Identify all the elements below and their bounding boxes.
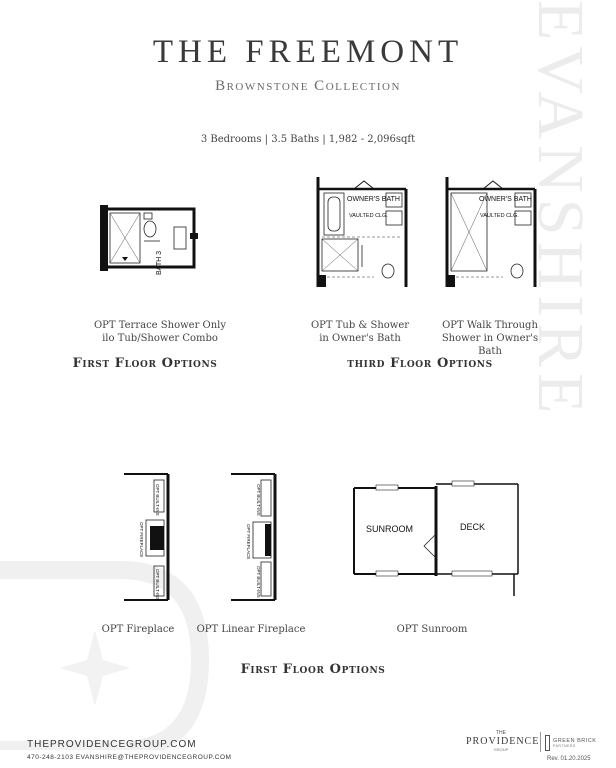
brand-group: GROUP xyxy=(493,747,509,752)
tub-caption-line1: OPT Tub & Shower xyxy=(310,320,410,331)
linear-fireplace-label: OPT FIREPLACE xyxy=(246,524,251,560)
monogram-watermark-icon xyxy=(0,560,210,750)
linear-fireplace-plan xyxy=(231,472,279,602)
linear-builtins-bottom: OPT BUILT-INS xyxy=(256,566,261,598)
brand-name: PROVIDENCE xyxy=(466,736,540,747)
third-floor-options-heading: third Floor Options xyxy=(347,356,493,371)
fireplace-builtins-bottom: OPT BUILT-INS xyxy=(155,569,160,601)
sunroom-caption: OPT Sunroom xyxy=(396,624,468,635)
walk-caption-line2: Shower in Owner's Bath xyxy=(441,333,539,357)
green-brick-logo xyxy=(545,734,605,752)
sunroom-plan xyxy=(352,480,522,596)
fireplace-label: OPT FIREPLACE xyxy=(139,522,144,558)
first-floor-options-heading-top: First Floor Options xyxy=(72,356,218,371)
green-brick-mark-icon xyxy=(545,735,550,751)
tub-shower-caption xyxy=(300,319,420,345)
providence-group-logo xyxy=(466,730,540,752)
walk-caption-line1: OPT Walk Through xyxy=(442,320,538,331)
walk-through-shower-plan xyxy=(443,175,538,287)
collection-subtitle: Brownstone Collection xyxy=(215,78,401,94)
walk-vaulted-label: VAULTED CLG. xyxy=(480,213,519,219)
fireplace-builtins-top: OPT BUILT-INS xyxy=(155,484,160,516)
terrace-caption-line1: OPT Terrace Shower Only xyxy=(93,320,227,331)
revision-date: Rev. 01.20.2025 xyxy=(547,756,591,762)
fireplace-plan xyxy=(124,472,172,602)
page-title: THE FREEMONT xyxy=(152,34,464,70)
partner-line1: GREEN BRICK xyxy=(553,737,597,744)
website-link[interactable]: THEPROVIDENCEGROUP.COM xyxy=(27,739,197,750)
deck-label: DECK xyxy=(460,522,486,532)
logo-divider xyxy=(540,732,541,752)
fireplace-caption: OPT Fireplace xyxy=(101,624,175,635)
terrace-shower-caption xyxy=(70,319,250,345)
tub-owners-bath-label: OWNER'S BATH xyxy=(347,196,400,203)
home-stats: 3 Bedrooms | 3.5 Baths | 1,982 - 2,096sqft xyxy=(200,134,416,145)
terrace-caption-line2: ilo Tub/Shower Combo xyxy=(102,333,218,344)
bath3-terrace-shower-plan xyxy=(100,205,200,275)
walk-owners-bath-label: OWNER'S BATH xyxy=(479,196,532,203)
evanshire-watermark: EVANSHIRE xyxy=(524,0,597,420)
brand-the: THE xyxy=(496,730,506,736)
sunroom-label: SUNROOM xyxy=(366,524,413,534)
contact-info[interactable]: 470-248-2103 EVANSHIRE@THEPROVIDENCEGROUP.COM xyxy=(27,754,232,761)
walk-through-caption xyxy=(430,319,550,358)
linear-fireplace-caption: OPT Linear Fireplace xyxy=(196,624,306,635)
tub-vaulted-label: VAULTED CLG. xyxy=(349,213,388,219)
tub-shower-owners-bath-plan xyxy=(314,175,409,287)
bath3-label: BATH 3 xyxy=(156,251,163,275)
tub-caption-line2: in Owner's Bath xyxy=(319,333,401,344)
linear-builtins-top: OPT BUILT-INS xyxy=(256,484,261,516)
partner-line2: PARTNERS xyxy=(553,743,576,748)
first-floor-options-heading-bottom: First Floor Options xyxy=(240,662,386,677)
